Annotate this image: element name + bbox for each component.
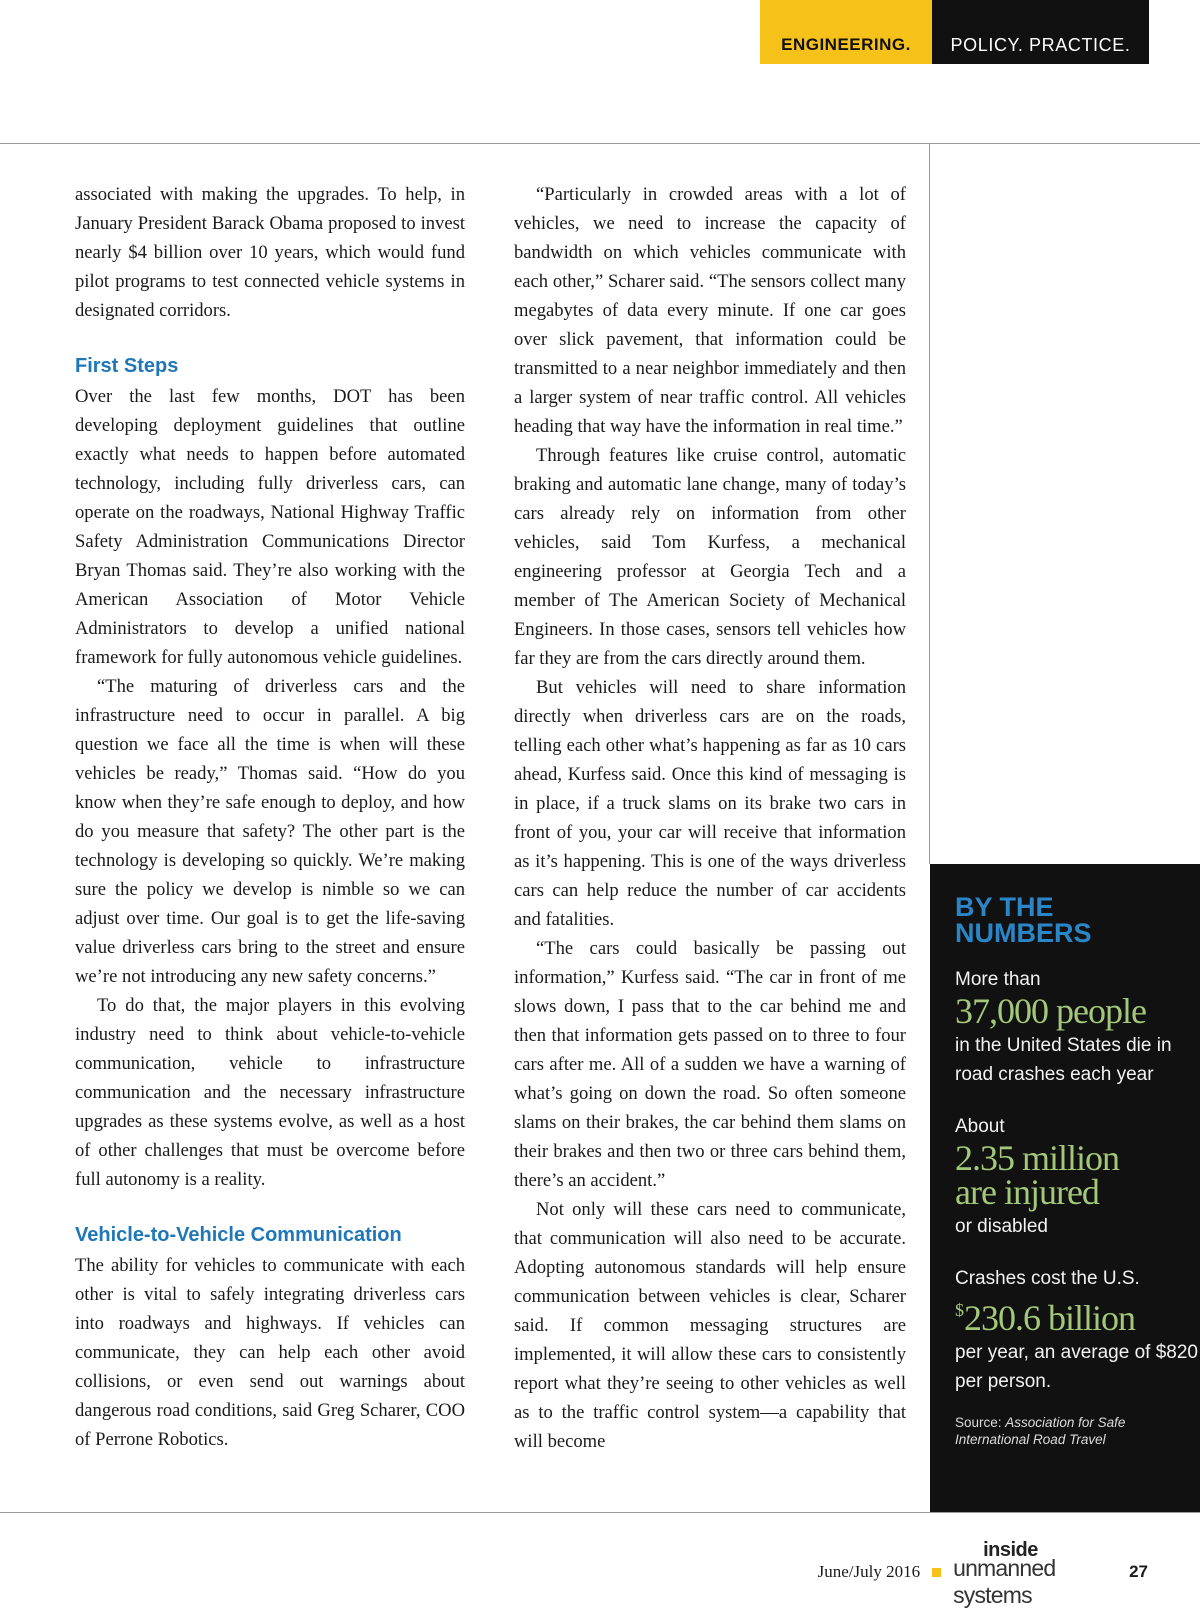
page-footer xyxy=(817,1535,1148,1608)
stat-injured-value: 2.35 million are injured xyxy=(955,1138,1120,1212)
tag-policy-practice: POLICY. PRACTICE. xyxy=(932,0,1149,64)
sidebar-source: Source: Association for Safe International Road Travel xyxy=(955,1415,1126,1447)
paragraph-dot-guidelines: Over the last few months, DOT has been developing deployment guidelines that outline exactly what needs to happen before automated technology, including fully driverless cars, can operate on the roadways, National Highway Traffic Safety Administration Communications Director Bryan Thomas said. They’re also working with the American Association of Motor Vehicle Administrators to develop a unified national framework for fully autonomous vehicle guidelines. xyxy=(75,386,465,668)
article-column-1 xyxy=(75,180,465,1454)
heading-v2v-communication: Vehicle-to-Vehicle Communication xyxy=(75,1224,402,1246)
stat-deaths: More than 37,000 people in the United States die in road crashes each year xyxy=(955,968,1200,1089)
paragraph-ability: The ability for vehicles to communicate with each other is vital to safely integrating driverless cars into roadways and highways. If vehicles can communicate, they can help each other avoid collisions, or even send out warnings about dangerous road conditions, said Greg Scharer, COO of Perrone Robotics. xyxy=(75,1255,465,1450)
stat-deaths-value: 37,000 people xyxy=(955,991,1146,1031)
bottom-divider xyxy=(0,1512,1200,1513)
section-tag xyxy=(760,0,1149,64)
magazine-logo: inside unmanned systems xyxy=(953,1539,1056,1608)
paragraph-accurate: Not only will these cars need to communicate, that communication will also need to be accurate. Adopting autonomous standards will help ensure communication between vehicles is clear, Scharer said. If common messaging structures are implemented, it will allow these cars to consistently report what they’re seeing to other vehicles as well as to the traffic control system—a capability that will become xyxy=(514,1199,906,1452)
top-divider xyxy=(0,143,1200,144)
sidebar-title: BY THE NUMBERS xyxy=(955,892,1092,948)
paragraph-intro: associated with making the upgrades. To help, in January President Barack Obama proposed to invest nearly $4 billion over 10 years, which would fund pilot programs to test connected vehicle systems in designated corridors. xyxy=(75,184,465,321)
issue-date: June/July 2016 xyxy=(817,1562,921,1581)
page-number: 27 xyxy=(1129,1562,1148,1581)
paragraph-crowded-areas: “Particularly in crowded areas with a lot of vehicles, we need to increase the capacity of bandwidth on which vehicles communicate with each other,” Scharer said. “The sensors collect many megabytes of data every minute. If one car goes over slick pavement, that information could be transmitted to a near neighbor immediately and then a larger system of near traffic control. All vehicles heading that way have the information in real time.” xyxy=(514,184,906,437)
tag-engineering: ENGINEERING. xyxy=(760,0,932,64)
paragraph-major-players: To do that, the major players in this evolving industry need to think about vehicle-to-vehicle communication, vehicle to infrastructure communication and the necessary infrastructure upgrades as these systems evolve, as well as a host of other challenges that must be overcome before full autonomy is a reality. xyxy=(75,995,465,1190)
paragraph-passing-info: “The cars could basically be passing out information,” Kurfess said. “The car in front of me slows down, I pass that to the car behind me and then that information gets passed on to three to four cars after me. All of a sudden we have a warning of what’s going on down the road. So often someone slams on their brakes, the car behind them slams on their brakes and then two or three cars behind them, there’s an accident.” xyxy=(514,938,906,1191)
paragraph-share-info: But vehicles will need to share information directly when driverless cars are on the roads, telling each other what’s happening as far as 10 cars ahead, Kurfess said. Once this kind of messaging is in place, if a truck slams on its brake two cars in front of you, your car will receive that information as it’s happening. This is one of the ways driverless cars can help reduce the number of car accidents and fatalities. xyxy=(514,677,906,930)
column-divider xyxy=(929,144,930,864)
paragraph-maturing-quote: “The maturing of driverless cars and the infrastructure need to occur in parallel. A big question we face all the time is when will these vehicles be ready,” Thomas said. “How do you know when they’re safe enough to deploy, and how do you measure that safety? The other part is the technology is developing so quickly. We’re making sure the policy we develop is nimble so we can adjust over time. Our goal is to get the life-saving value driverless cars bring to the street and ensure we’re not introducing any new safety concerns.” xyxy=(75,676,465,987)
footer-square-icon xyxy=(932,1568,941,1577)
stat-cost-value: $230.6 billion xyxy=(955,1298,1136,1338)
by-the-numbers-sidebar xyxy=(930,864,1200,1512)
article-column-2 xyxy=(514,180,906,1456)
heading-first-steps: First Steps xyxy=(75,355,179,377)
stat-cost: Crashes cost the U.S. $230.6 billion per year, an average of $820 per person. xyxy=(955,1267,1200,1396)
paragraph-features: Through features like cruise control, automatic braking and automatic lane change, many of today’s cars already rely on information from other vehicles, said Tom Kurfess, a mechanical engineering professor at Georgia Tech and a member of The American Society of Mechanical Engineers. In those cases, sensors tell vehicles how far they are from the cars directly around them. xyxy=(514,445,906,669)
stat-injured: About 2.35 million are injured or disabled xyxy=(955,1115,1200,1241)
